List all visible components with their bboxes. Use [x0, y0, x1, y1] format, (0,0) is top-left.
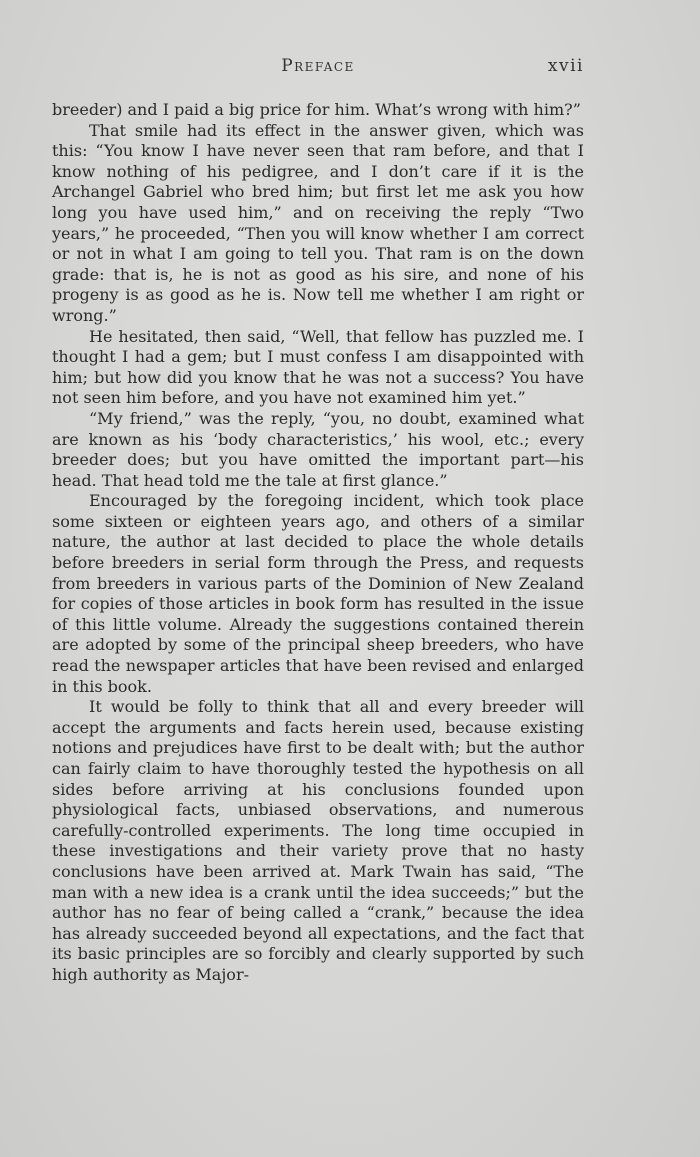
page-body [52, 100, 584, 986]
paragraph-continued: breeder) and I paid a big price for him. What’s wrong with him?” [52, 100, 581, 119]
page-header [52, 56, 584, 82]
paragraph: He hesitated, then said, “Well, that fellow has puzzled me. I thought I had a gem; but I must confess I am disappointed with him; but how did you know that he was not a success? You have not seen him before, and you have not examined him yet.” [52, 326, 584, 408]
paragraph: Encouraged by the foregoing incident, which took place some sixteen or eighteen years ago, and others of a similar nature, the author at last decided to place the whole details before breeders in serial form through the Press, and requests from breeders in various parts of the Dominion of New Zealand for copies of those articles in book form has resulted in the issue of this little volume. Already the suggestions contained therein are adopted by some of the principal sheep breeders, who have read the newspaper articles that have been revised and enlarged in this book. [52, 491, 584, 696]
paragraph: It would be folly to think that all and every breeder will accept the arguments and facts herein used, because existing notions and prejudices have first to be dealt with; but the author can fairly claim to have thoroughly tested the hypothesis on all sides before arriving at his conclusions founded upon physiological facts, unbiased observations, and numerous carefully-controlled experiments. The long time occupied in these investigations and their variety prove that no hasty conclusions have been arrived at. Mark Twain has said, “The man with a new idea is a crank until the idea succeeds;” but the author has no fear of being called a “crank,” because the idea has already succeeded beyond all expectations, and the fact that its basic principles are so forcibly and clearly supported by such high authority as Major- [52, 697, 584, 984]
running-head: Preface [281, 56, 355, 76]
page-number: xvii [547, 56, 584, 76]
paragraph: “My friend,” was the reply, “you, no doubt, examined what are known as his ‘body characteristics,’ his wool, etc.; every breeder does; but you have omitted the important part—his head. That head told me the tale at first glance.” [52, 408, 584, 490]
paragraph: That smile had its effect in the answer given, which was this: “You know I have never seen that ram before, and that I know nothing of his pedigree, and I don’t care if it is the Archangel Gabriel who bred him; but first let me ask you how long you have used him,” and on receiving the reply “Two years,” he proceeded, “Then you will know whether I am correct or not in what I am going to tell you. That ram is on the down grade: that is, he is not as good as his sire, and none of his progeny is as good as he is. Now tell me whether I am right or wrong.” [52, 120, 584, 325]
